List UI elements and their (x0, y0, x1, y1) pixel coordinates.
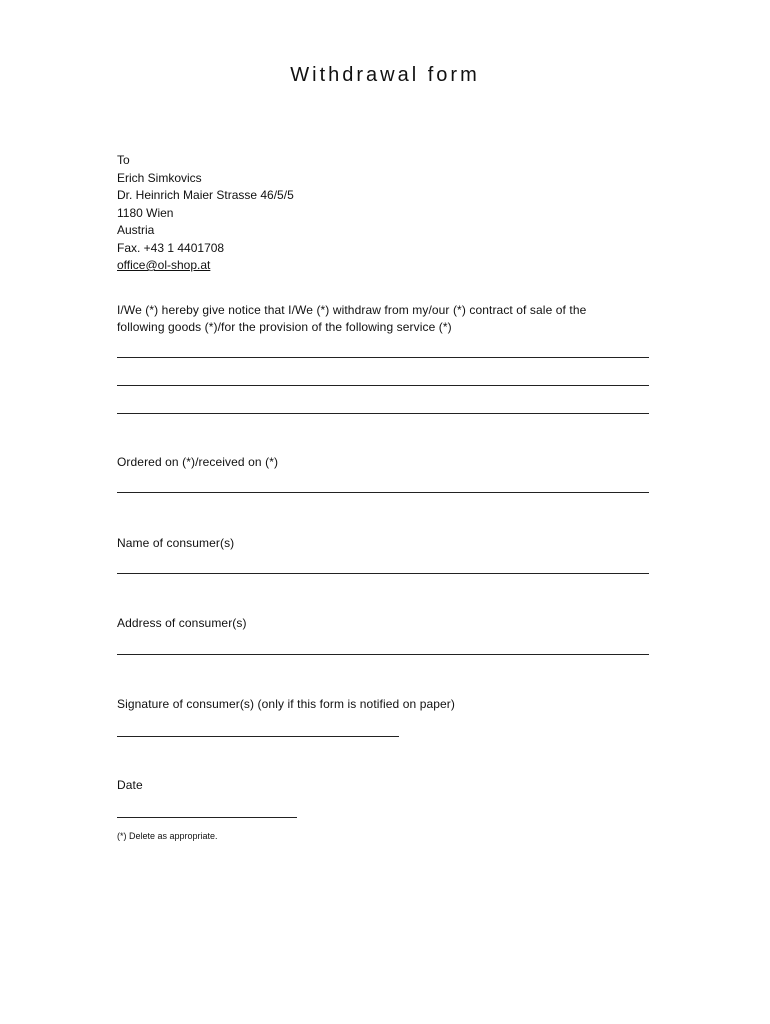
notice-text-line-1: I/We (*) hereby give notice that I/We (*) withdraw from my/our (*) contract of sale of the (117, 303, 587, 317)
page-title: Withdrawal form (290, 64, 480, 86)
recipient-name: Erich Simkovics (117, 170, 202, 185)
date-blank-line[interactable] (117, 817, 297, 818)
date-label: Date (117, 778, 143, 792)
recipient-city: 1180 Wien (117, 205, 174, 220)
recipient-to-label: To (117, 153, 130, 167)
recipient-address-block (117, 152, 294, 275)
ordered-on-label: Ordered on (*)/received on (*) (117, 455, 279, 469)
ordered-on-blank-line[interactable] (117, 492, 649, 493)
consumer-name-label: Name of consumer(s) (117, 536, 235, 550)
goods-blank-line[interactable] (117, 385, 649, 386)
recipient-country: Austria (117, 223, 155, 237)
recipient-fax: Fax. +43 1 4401708 (117, 240, 225, 255)
consumer-name-blank-line[interactable] (117, 573, 649, 574)
signature-blank-line[interactable] (117, 736, 399, 737)
recipient-street: Dr. Heinrich Maier Strasse 46/5/5 (117, 188, 294, 202)
signature-label: Signature of consumer(s) (only if this form is notified on paper) (117, 697, 455, 711)
consumer-address-label: Address of consumer(s) (117, 616, 247, 630)
footnote: (*) Delete as appropriate. (117, 831, 218, 841)
consumer-address-blank-line[interactable] (117, 654, 649, 655)
recipient-email-link[interactable]: office@ol-shop.at (117, 258, 211, 272)
notice-text-line-2: following goods (*)/for the provision of the following service (*) (117, 320, 452, 334)
goods-blank-line[interactable] (117, 413, 649, 414)
goods-blank-line[interactable] (117, 357, 649, 358)
